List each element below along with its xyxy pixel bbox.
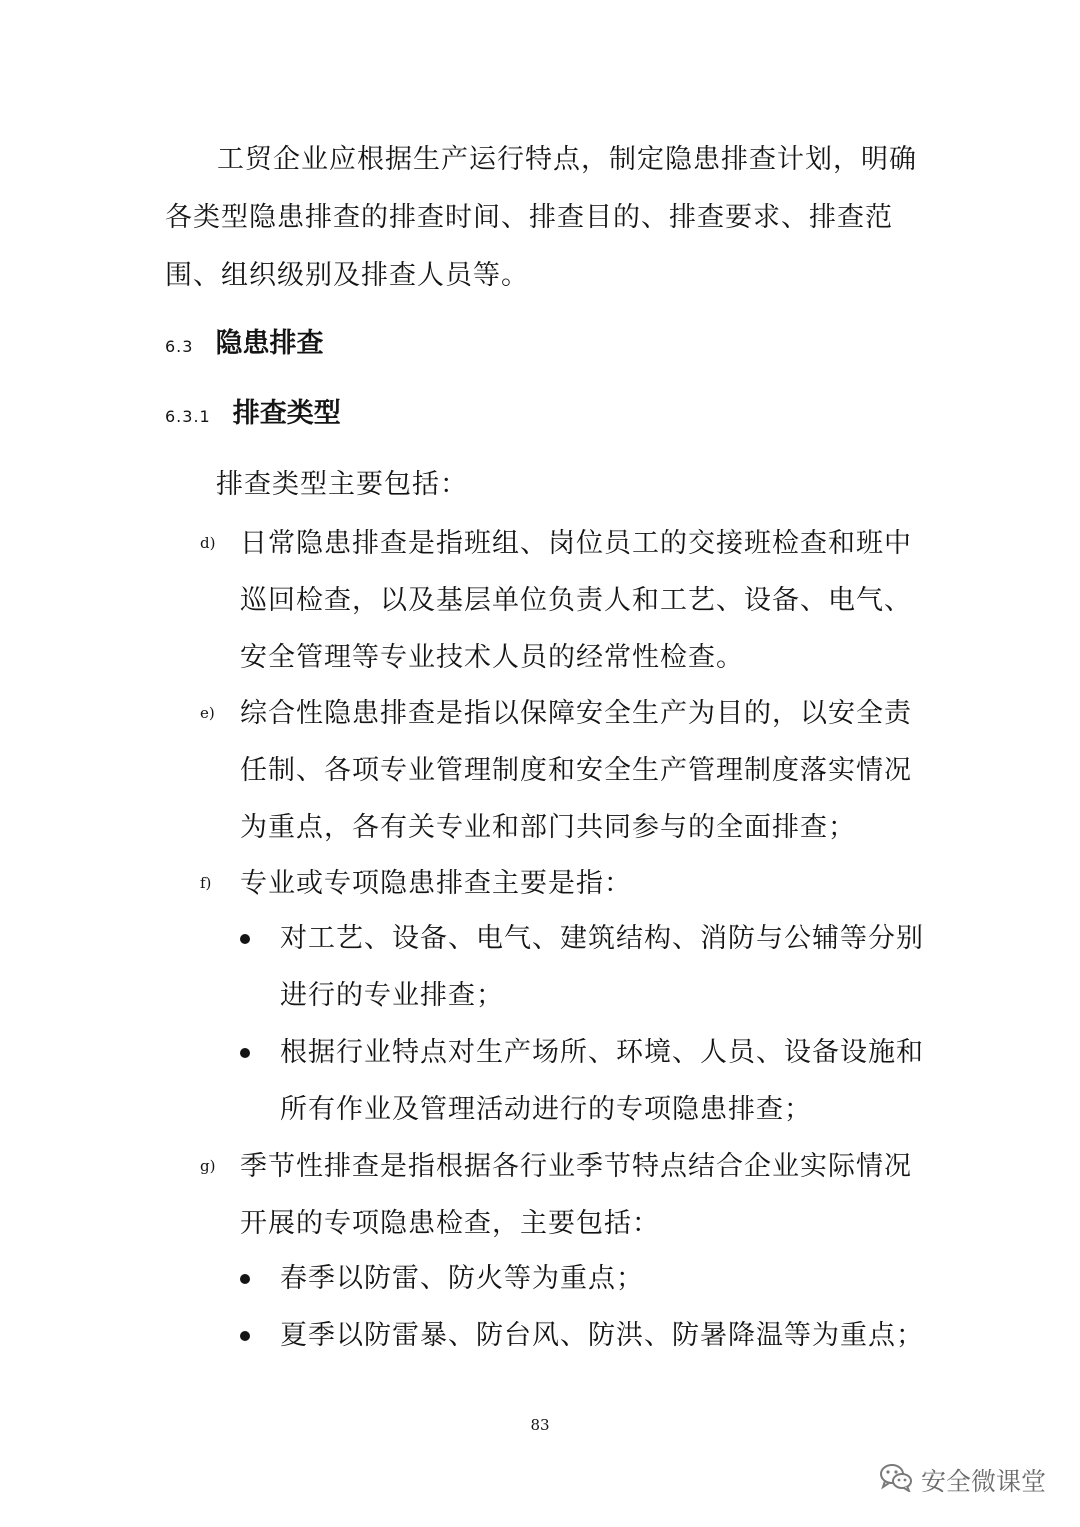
bullet-text: 春季以防雷、防火等为重点；	[280, 1263, 644, 1294]
bullet-dot-icon	[240, 934, 250, 944]
subsection-title: 排查类型	[232, 398, 341, 429]
wechat-icon	[879, 1462, 913, 1498]
list-marker: d)	[200, 534, 216, 552]
list-item-text: 季节性排查是指根据各行业季节特点结合企业实际情况开展的专项隐患检查，主要包括：	[240, 1151, 912, 1239]
list-marker: e)	[200, 704, 215, 722]
list-item-text: 专业或专项隐患排查主要是指：	[240, 868, 632, 899]
list-item-text: 日常隐患排查是指班组、岗位员工的交接班检查和班中巡回检查，以及基层单位负责人和工艺、设备、电气、安全管理等专业技术人员的经常性检查。	[240, 528, 912, 673]
bullet-dot-icon	[240, 1048, 250, 1058]
section-heading	[165, 324, 323, 367]
list-marker: f)	[200, 874, 212, 892]
section-title: 隐患排查	[215, 328, 324, 359]
subsection-number: 6.3.1	[165, 407, 211, 426]
list-marker: g)	[200, 1157, 216, 1175]
watermark	[879, 1462, 1046, 1498]
bullet-text: 根据行业特点对生产场所、环境、人员、设备设施和所有作业及管理活动进行的专项隐患排查；	[280, 1037, 924, 1125]
bullet-dot-icon	[240, 1274, 250, 1284]
list-intro: 排查类型主要包括：	[216, 469, 468, 500]
page-number: 83	[530, 1416, 550, 1434]
intro-paragraph: 工贸企业应根据生产运行特点，制定隐患排查计划，明确各类型隐患排查的排查时间、排查目的、排查要求、排查范围、组织级别及排查人员等。	[165, 144, 917, 291]
bullet-text: 对工艺、设备、电气、建筑结构、消防与公辅等分别进行的专业排查；	[280, 923, 924, 1011]
list-item-text: 综合性隐患排查是指以保障安全生产为目的，以安全责任制、各项专业管理制度和安全生产管理制度落实情况为重点，各有关专业和部门共同参与的全面排查；	[240, 698, 912, 843]
bullet-dot-icon	[240, 1331, 250, 1341]
subsection-heading	[165, 394, 341, 437]
section-number: 6.3	[165, 337, 194, 356]
watermark-text: 安全微课堂	[920, 1467, 1046, 1496]
bullet-text: 夏季以防雷暴、防台风、防洪、防暑降温等为重点；	[280, 1320, 924, 1351]
